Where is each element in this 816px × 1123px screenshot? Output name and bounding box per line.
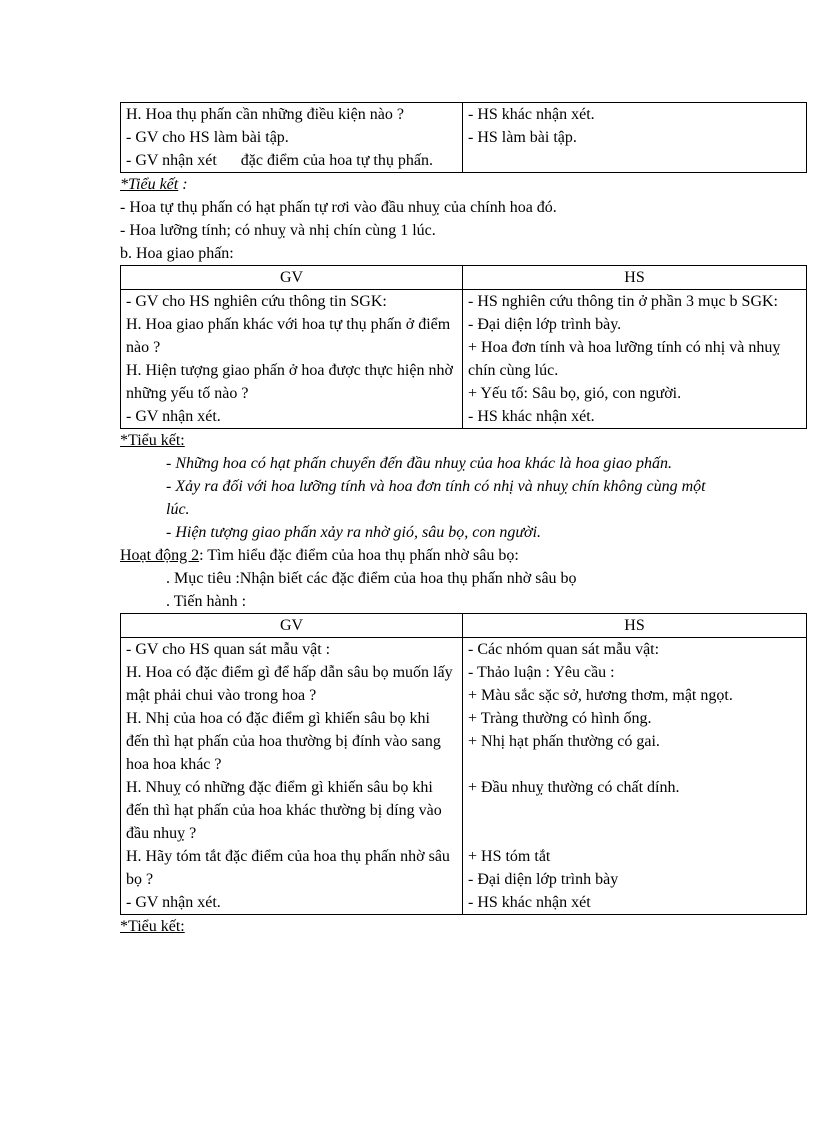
hs-line: + HS tóm tắt [468, 848, 551, 865]
gv-line: H. Hiện tượng giao phấn ở hoa được thực hiện nhờ những yếu tố nào ? [126, 362, 453, 402]
gv-line: - GV nhận xét. [126, 408, 221, 425]
hs-line: - HS khác nhận xét. [468, 408, 595, 425]
table-row [121, 638, 807, 915]
hs-line: + Nhị hạt phấn thường có gai. [468, 733, 660, 750]
hs-cell [463, 638, 807, 915]
hoat-dong-2 [120, 544, 806, 613]
gv-line: H. Nhuỵ có những đặc điểm gì khiến sâu bọ khi đến thì hạt phấn của hoa khác thường bị díng vào đầu nhuỵ ? [126, 779, 442, 842]
gv-cell [121, 638, 463, 915]
hoat-dong-title: : Tìm hiểu đặc điểm của hoa thụ phấn nhờ sâu bọ: [199, 547, 519, 564]
hs-line: - HS khác nhận xét. [468, 106, 595, 123]
document-page [120, 102, 806, 938]
tieu-ket-label: *Tiểu kết: [120, 918, 185, 935]
hs-spacer [468, 822, 801, 845]
hs-line: + Tràng thường có hình ống. [468, 710, 652, 727]
table-row [121, 103, 807, 173]
gv-line: H. Hoa giao phấn khác với hoa tự thụ phấn ở điểm nào ? [126, 316, 451, 356]
tieu-ket-2 [120, 429, 806, 544]
tieu-ket-line: - Những hoa có hạt phấn chuyển đến đầu nhuỵ của hoa khác là hoa giao phấn. [166, 455, 672, 472]
gv-line: - GV cho HS quan sát mẫu vật : [126, 641, 331, 658]
hs-line: + Màu sắc sặc sở, hương thơm, mật ngọt. [468, 687, 733, 704]
column-header-gv: GV [121, 614, 463, 638]
tieu-ket-line: - Hoa lưỡng tính; có nhuỵ và nhị chín cùng 1 lúc. [120, 222, 436, 239]
table-header-row [121, 614, 807, 638]
table-sau-bo [120, 613, 807, 915]
hs-line: - HS khác nhận xét [468, 894, 591, 911]
gv-line: - GV cho HS làm bài tập. [126, 129, 289, 146]
table-giao-phan [120, 265, 807, 429]
tieu-ket-line: - Hoa tự thụ phấn có hạt phấn tự rơi vào đầu nhuỵ của chính hoa đó. [120, 199, 557, 216]
hs-spacer [468, 799, 801, 822]
table-row [121, 290, 807, 429]
gv-cell [121, 103, 463, 173]
gv-line: H. Hãy tóm tắt đặc điểm của hoa thụ phấn nhờ sâu bọ ? [126, 848, 450, 888]
gv-line: H. Nhị của hoa có đặc điểm gì khiến sâu bọ khi đến thì hạt phấn của hoa thường bị đính vào sang hoa hoa khác ? [126, 710, 441, 773]
hs-cell [463, 103, 807, 173]
gv-line: - GV nhận xét. [126, 894, 221, 911]
tieu-ket-line: - Hiện tượng giao phấn xảy ra nhờ gió, sâu bọ, con người. [166, 524, 542, 541]
tieu-ket-line: - Xảy ra đối với hoa lưỡng tính và hoa đơn tính có nhị và nhuỵ chín không cùng một lúc. [166, 478, 706, 518]
hs-line: - HS làm bài tập. [468, 129, 577, 146]
tieu-ket-label: *Tiểu kết: [120, 432, 185, 449]
section-heading-b: b. Hoa giao phấn: [120, 245, 234, 262]
tien-hanh: . Tiến hành : [166, 593, 247, 610]
hs-line: + Yếu tố: Sâu bọ, gió, con người. [468, 385, 682, 402]
hs-line: - HS nghiên cứu thông tin ở phần 3 mục b SGK: [468, 293, 778, 310]
table-tu-thu-phan-continued [120, 102, 807, 173]
hs-line: - Đại diện lớp trình bày [468, 871, 619, 888]
gv-line: H. Hoa thụ phấn cần những điều kiện nào ? [126, 106, 404, 123]
gv-line: H. Hoa có đặc điểm gì để hấp dẫn sâu bọ muốn lấy mật phải chui vào trong hoa ? [126, 664, 453, 704]
hs-line: + Hoa đơn tính và hoa lưỡng tính có nhị và nhuỵ chín cùng lúc. [468, 339, 781, 379]
column-header-gv: GV [121, 266, 463, 290]
hs-line: - Các nhóm quan sát mẫu vật: [468, 641, 660, 658]
column-header-hs: HS [463, 614, 807, 638]
hoat-dong-label: Hoạt động 2 [120, 547, 200, 564]
hs-line: - Thảo luận : Yêu cầu : [468, 664, 615, 681]
tieu-ket-1 [120, 173, 806, 242]
tieu-ket-label: *Tiểu kết [120, 176, 179, 193]
hs-spacer [468, 753, 801, 776]
gv-line: - GV nhận xét đặc điểm của hoa tự thụ phấn. [126, 152, 433, 169]
muc-tieu: . Mục tiêu :Nhận biết các đặc điểm của hoa thụ phấn nhờ sâu bọ [166, 570, 577, 587]
tieu-ket-colon: : [178, 176, 188, 193]
hs-line: - Đại diện lớp trình bày. [468, 316, 622, 333]
gv-line: - GV cho HS nghiên cứu thông tin SGK: [126, 293, 387, 310]
column-header-hs: HS [463, 266, 807, 290]
hs-cell [463, 290, 807, 429]
gv-cell [121, 290, 463, 429]
tieu-ket-3 [120, 915, 806, 938]
table-header-row [121, 266, 807, 290]
hs-line: + Đầu nhuỵ thường có chất dính. [468, 779, 680, 796]
